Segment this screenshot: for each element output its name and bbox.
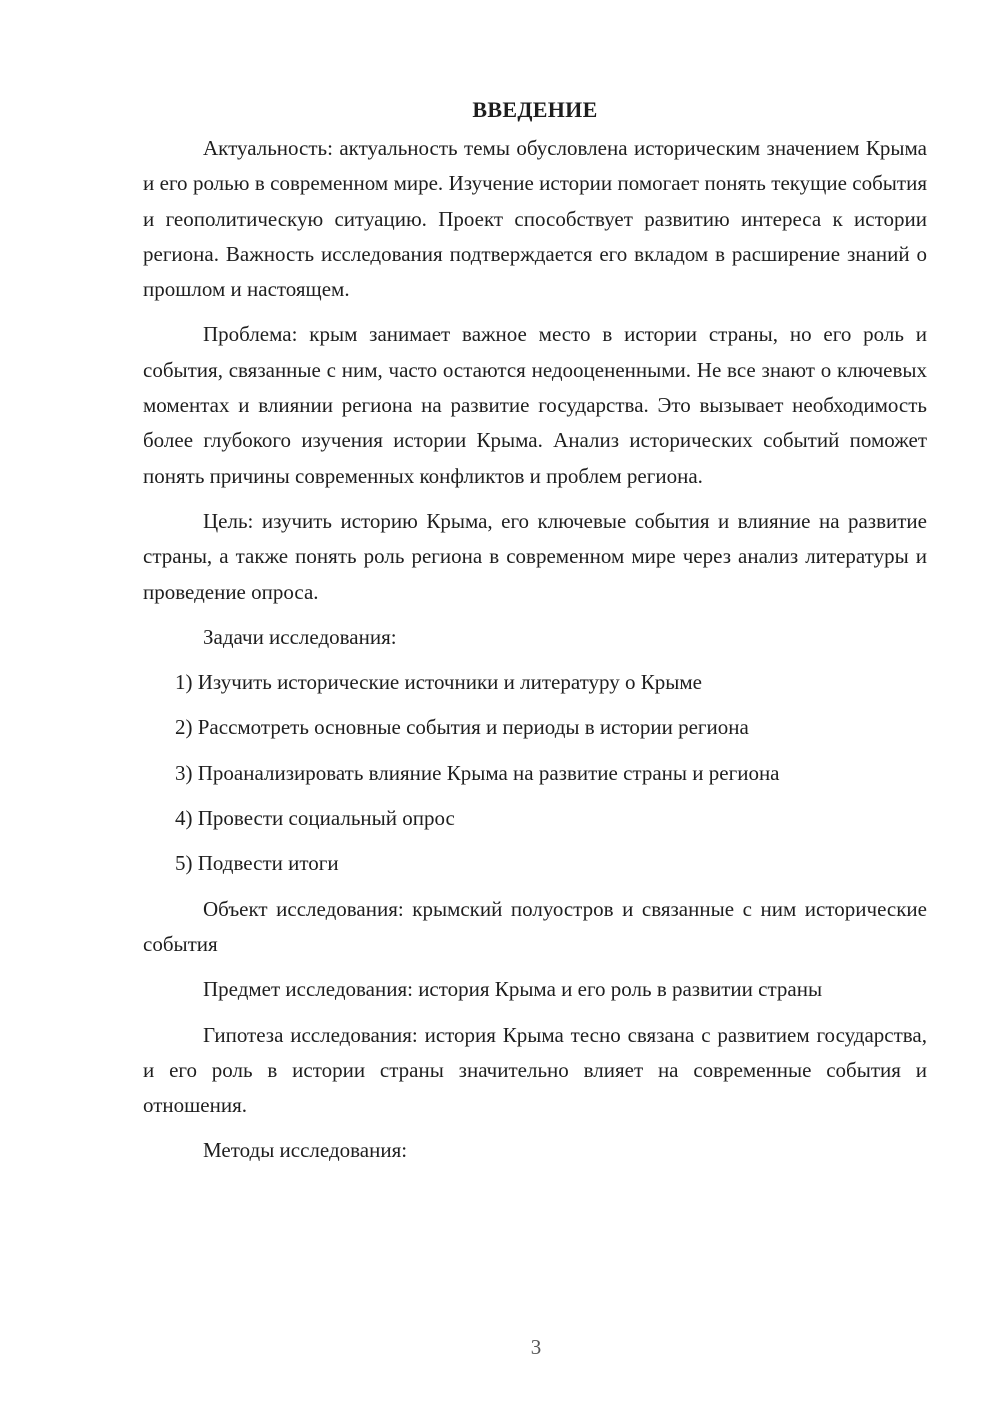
document-page — [143, 92, 927, 1179]
tasks-list — [143, 665, 927, 881]
hypothesis-paragraph: Гипотеза исследования: история Крыма тесно связана с развитием государства, и его роль в истории страны значительно влияет на современные события и отношения. — [143, 1022, 927, 1118]
subject-paragraph: Предмет исследования: история Крыма и его роль в развитии страны — [203, 977, 823, 1002]
page-title: ВВЕДЕНИЕ — [472, 97, 598, 122]
list-item: 2) Рассмотреть основные события и периоды в истории региона — [175, 715, 749, 740]
list-item: 1) Изучить исторические источники и литературу о Крыме — [175, 670, 702, 695]
problem-paragraph: Проблема: крым занимает важное место в истории страны, но его роль и события, связанные с ним, часто остаются недооцененными. Не все знают о ключевых моментах и влиянии региона на развитие государства. Это вызывает необходимость более глубокого изучения истории Крыма. Анализ исторических событий поможет понять причины современных конфликтов и проблем региона. — [143, 322, 927, 488]
relevance-paragraph: Актуальность: актуальность темы обусловлена историческим значением Крыма и его ролью в современном мире. Изучение истории помогает понять текущие события и геополитическую ситуацию. Проект способствует развитию интереса к истории региона. Важность исследования подтверждается его вкладом в расширение знаний о прошлом и настоящем. — [143, 136, 927, 302]
tasks-title: Задачи исследования: — [203, 624, 397, 649]
list-item: 5) Подвести итоги — [175, 851, 339, 876]
methods-title: Методы исследования: — [203, 1138, 408, 1163]
list-item: 3) Проанализировать влияние Крыма на развитие страны и региона — [175, 760, 780, 785]
object-paragraph: Объект исследования: крымский полуостров и связанные с ним исторические события — [143, 896, 927, 956]
goal-paragraph: Цель: изучить историю Крыма, его ключевые события и влияние на развитие страны, а также понять роль региона в современном мире через анализ литературы и проведение опроса. — [143, 508, 927, 604]
page-number: 3 — [530, 1335, 542, 1359]
list-item: 4) Провести социальный опрос — [175, 806, 455, 831]
